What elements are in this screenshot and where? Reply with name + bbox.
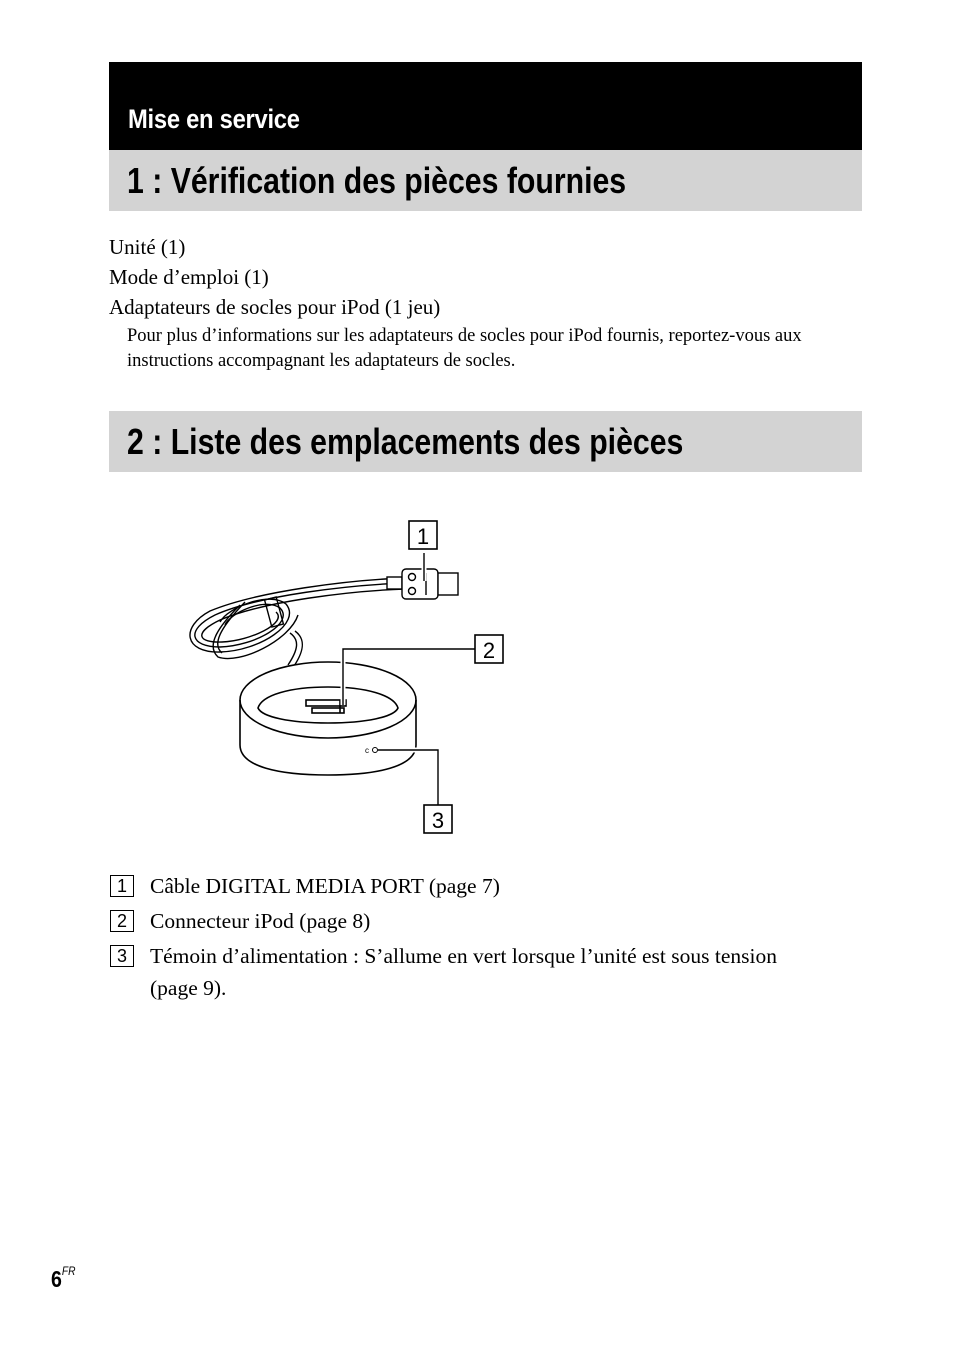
callout-text: Témoin d’alimentation : S’allume en vert lorsque l’unité est sous tension (page 9). bbox=[150, 944, 777, 1000]
callout-item bbox=[110, 940, 830, 1004]
section-1-header bbox=[109, 150, 862, 211]
figure-label-3 bbox=[424, 805, 452, 833]
dock-illustration bbox=[180, 505, 520, 850]
callout-number: 1 bbox=[110, 875, 134, 897]
leader-3-halo bbox=[378, 750, 438, 805]
power-indicator-icon bbox=[373, 748, 378, 753]
chapter-header bbox=[109, 62, 862, 150]
list-item: Unité (1) bbox=[109, 235, 186, 259]
callout-item bbox=[110, 870, 830, 902]
callout-list bbox=[110, 870, 830, 1007]
callout-number: 2 bbox=[110, 910, 134, 932]
callout-text: Connecteur iPod (page 8) bbox=[150, 909, 371, 933]
adapter-note: Pour plus d’informations sur les adaptateurs de socles pour iPod fournis, reportez-vous aux instructions accompagnant les adaptateurs de socles. bbox=[127, 326, 802, 371]
callout-item bbox=[110, 905, 830, 937]
leader-3 bbox=[378, 750, 438, 805]
svg-text:3: 3 bbox=[431, 808, 445, 833]
svg-text:2: 2 bbox=[482, 638, 496, 663]
cable-coil-icon bbox=[190, 578, 405, 666]
power-symbol: c bbox=[365, 746, 369, 755]
section-2-header bbox=[109, 411, 862, 472]
section-2-title: 2 : Liste des emplacements des pièces bbox=[127, 421, 684, 462]
callout-number: 3 bbox=[110, 945, 134, 967]
page-language-suffix: FR bbox=[61, 1264, 76, 1278]
page-number-value: 6 bbox=[51, 1266, 62, 1292]
figure-label-2 bbox=[475, 635, 503, 663]
dock-unit-icon bbox=[240, 662, 416, 775]
svg-text:1: 1 bbox=[416, 524, 430, 549]
list-item: Mode d’emploi (1) bbox=[109, 265, 269, 289]
section-1-title: 1 : Vérification des pièces fournies bbox=[127, 160, 627, 201]
figure-label-1 bbox=[409, 521, 437, 549]
page-number bbox=[51, 1266, 75, 1293]
supplied-parts-list bbox=[109, 232, 440, 322]
list-item: Adaptateurs de socles pour iPod (1 jeu) bbox=[109, 295, 441, 319]
chapter-title: Mise en service bbox=[128, 104, 300, 134]
callout-text: Câble DIGITAL MEDIA PORT (page 7) bbox=[150, 874, 500, 898]
